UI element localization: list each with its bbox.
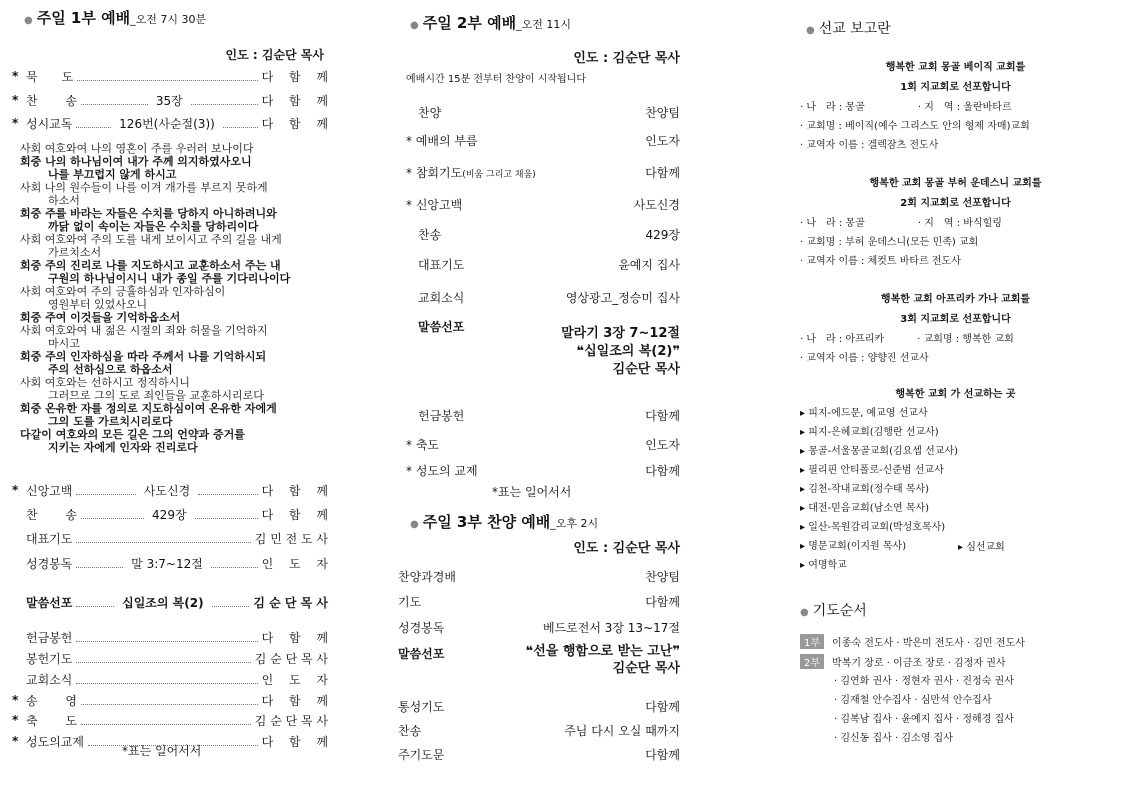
order-item-text: 찬양 <box>418 106 442 120</box>
support-item: ▸ 명문교회(이지원 목사) <box>800 541 907 552</box>
order-item-text: 대표기도 <box>418 258 465 272</box>
prayer-row <box>800 672 1014 687</box>
order-item-label <box>398 619 444 636</box>
dotted-leader <box>76 534 250 543</box>
order-item-person: 다함께 <box>645 748 680 762</box>
order-item-person: 김 순 단 목 사 <box>254 713 328 728</box>
support-item: ▸ 피지-에드문, 예교영 선교사 <box>800 408 928 419</box>
order-item-person: 다 함 께 <box>261 734 328 749</box>
reading-line: 하소서 <box>48 194 80 207</box>
reading-line: 지키는 자에게 인자와 진리로다 <box>48 441 198 454</box>
order-item-label <box>398 746 444 763</box>
leader-line-1: 인도 : 김순단 목사 <box>225 48 324 62</box>
order-item-person: 다함께 <box>645 166 680 180</box>
order-item-detail: 126번(사순절(3)) <box>119 116 215 131</box>
order-item-label <box>406 164 536 181</box>
order-item-label: 성도의교제 <box>26 734 84 749</box>
order-item-label <box>398 568 456 585</box>
order-row <box>12 671 328 687</box>
block-line: · 교역자 이름 : 체컷트 바타르 전도사 <box>800 256 961 267</box>
bullet-icon: ● <box>806 25 815 36</box>
reading-line: 회중 주의 인자하심을 따라 주께서 나를 기억하시되 <box>20 350 267 363</box>
order-item-text: 예배의 부름 <box>415 134 478 148</box>
order-item-person: 윤예지 집사 <box>618 258 680 272</box>
support-item: ▸ 피지-은혜교회(김행란 선교사) <box>800 427 939 438</box>
support-item: ▸ 몽골-서울몽골교회(김요셉 선교사) <box>800 446 959 457</box>
order-row <box>396 196 686 214</box>
order-item-person: 다 함 께 <box>261 483 328 498</box>
order-item-note: (비움 그리고 채움) <box>462 170 536 180</box>
reading-line: 그러므로 그의 도로 죄인들을 교훈하시리로다 <box>48 389 264 402</box>
order-item-label <box>406 196 462 213</box>
order-item-detail: 말 3:7~12절 <box>131 556 203 571</box>
block-line: · 나 라 : 몽골 · 지 역 : 울란바타르 <box>800 102 1012 113</box>
order-item-person: 인 도 자 <box>261 556 329 571</box>
reading-line: 회중 주의 진리로 나를 지도하시고 교훈하소서 주는 내 <box>20 259 281 272</box>
bullet-icon: ● <box>410 20 419 31</box>
order-row <box>396 164 686 182</box>
order-item-text: 주기도문 <box>398 748 445 762</box>
stand-marker: * <box>406 134 416 148</box>
stand-marker: * <box>406 438 416 452</box>
order-row <box>396 104 686 122</box>
order-item-label: 헌금봉헌 <box>26 630 73 645</box>
prayer-row <box>800 654 1006 669</box>
dotted-leader <box>77 72 257 81</box>
dotted-leader <box>212 598 250 607</box>
sermon-block-3 <box>526 643 680 677</box>
order-row <box>396 226 686 244</box>
support-item: ▸ 대전-믿음교회(남소연 목사) <box>800 503 930 514</box>
prayer-names: 이종숙 전도사 · 박은미 전도사 · 김민 전도사 <box>832 638 1025 649</box>
order-item-label <box>418 256 464 273</box>
prayer-names: · 김재철 안수집사 · 심만석 안수집사 <box>834 695 992 706</box>
leader-line-2: 인도 : 김순단 목사 <box>573 51 680 66</box>
order-item-person: 429장 <box>645 228 680 242</box>
bullet-icon: ● <box>410 519 419 530</box>
stand-marker: * <box>12 116 19 130</box>
order-row <box>396 256 686 274</box>
order-row <box>12 115 328 131</box>
prayer-names: · 김복남 집사 · 윤예지 집사 · 정해경 집사 <box>834 714 1014 725</box>
order-row <box>396 289 686 307</box>
order-item-label: 송 영 <box>26 693 77 708</box>
stand-marker: * <box>406 464 416 478</box>
order-row <box>12 594 328 610</box>
order-item-label <box>406 462 478 479</box>
order-row <box>396 436 686 454</box>
dotted-leader <box>76 654 250 663</box>
order-row <box>396 698 686 716</box>
pre-service-note: 예배시간 15분 전부터 찬양이 시작됩니다 <box>406 74 586 85</box>
order-item-person: 김 순 단 목 사 <box>253 595 329 610</box>
sermon-label-2: 말씀선포 <box>418 320 465 334</box>
order-item-text: 찬송 <box>398 724 422 738</box>
block-line: · 교역자 이름 : 겔렉잠츠 전도사 <box>800 140 939 151</box>
order-item-person: 인도자 <box>645 134 680 148</box>
prayer-row <box>800 634 1025 649</box>
mission-title: ● 선교 보고란 <box>806 21 891 37</box>
support-title: 행복한 교회 가 선교하는 곳 <box>895 389 1016 400</box>
order-row <box>396 746 686 764</box>
section-title-1: ● 주일 1부 예배_오전 7시 30분 <box>24 9 207 27</box>
section-title-3: ● 주일 3부 찬양 예배_오후 2시 <box>410 513 599 531</box>
stand-marker: * <box>406 166 416 180</box>
order-row <box>12 629 328 645</box>
order-item-label: 축 도 <box>26 713 77 728</box>
order-item-person: 영상광고_정승미 집사 <box>565 291 680 305</box>
sermon-title-3: ❝선을 행함으로 받는 고난❞ <box>525 644 680 659</box>
order-item-person: 베드로전서 3장 13~17절 <box>542 621 680 635</box>
prayer-names: · 김연화 권사 · 정현자 권사 · 진정숙 권사 <box>834 676 1014 687</box>
order-item-person: 주님 다시 오실 때까지 <box>564 724 680 738</box>
order-item-detail: 35장 <box>155 93 183 108</box>
reading-line: 주의 선하심으로 하옵소서 <box>48 363 173 376</box>
block-heading: 행복한 교회 아프리카 가나 교회를 <box>880 294 1031 305</box>
bullet-icon: ● <box>800 607 809 618</box>
order-item-detail: 사도신경 <box>143 483 191 498</box>
support-item: ▸ 필리핀 안티폴로-신준범 선교사 <box>800 465 944 476</box>
reading-line: 까닭 없이 속이는 자들은 수치를 당하리이다 <box>48 220 259 233</box>
dotted-leader <box>76 486 135 495</box>
order-item-text: 찬양과경배 <box>398 570 456 584</box>
order-row <box>396 619 686 637</box>
sermon-reference: 말라기 3장 7~12절 <box>561 326 680 341</box>
order-item-text: 축도 <box>415 438 440 452</box>
prayer-names: 박복기 장로 · 이금조 장로 · 김정자 권사 <box>832 658 1006 669</box>
order-row <box>12 530 328 546</box>
order-item-label: 교회소식 <box>26 672 73 687</box>
order-item-text: 기도 <box>398 595 422 609</box>
order-item-person: 다 함 께 <box>261 630 328 645</box>
stand-marker: * <box>12 93 19 107</box>
support-extra: ▸ 심선교회 <box>958 542 1005 553</box>
reading-line: 사회 여호와여 주의 도를 내게 보이시고 주의 길을 내게 <box>20 233 282 246</box>
dotted-leader <box>76 559 123 568</box>
block-line: · 교역자 이름 : 양향진 선교사 <box>800 353 929 364</box>
prayer-names: · 김신동 집사 · 김소영 집사 <box>834 733 953 744</box>
order-item-label <box>406 436 439 453</box>
order-item-label: 묵 도 <box>26 69 74 84</box>
stand-note-2: *표는 일어서서 <box>492 485 572 499</box>
order-item-label: 말씀선포 <box>26 595 73 610</box>
dotted-leader <box>81 696 258 705</box>
order-item-person: 인 도 자 <box>261 672 328 687</box>
stand-marker: * <box>12 713 19 727</box>
sermon-speaker: 김순단 목사 <box>612 362 680 377</box>
dotted-leader <box>198 486 257 495</box>
dotted-leader <box>81 96 148 105</box>
sermon-block-2 <box>561 325 680 379</box>
order-item-detail: 429장 <box>152 507 187 522</box>
reading-line: 다같이 여호와의 모든 길은 그의 언약과 증거를 <box>20 428 245 441</box>
order-item-label: 대표기도 <box>26 531 73 546</box>
order-item-person: 김 민 전 도 사 <box>254 531 328 546</box>
order-row <box>12 712 328 728</box>
order-item-detail: 십일조의 복(2) <box>122 595 204 610</box>
responsive-reading <box>20 142 330 454</box>
block-heading: 행복한 교회 몽골 베이직 교회를 <box>885 62 1026 73</box>
dotted-leader <box>76 633 257 642</box>
order-row <box>396 407 686 425</box>
order-item-person: 찬양팀 <box>645 570 680 584</box>
order-row <box>12 482 328 498</box>
reading-line: 그의 도를 가르치시리로다 <box>48 415 173 428</box>
stand-marker: * <box>406 198 416 212</box>
reading-line: 구원의 하나님이시니 내가 종일 주를 기다리나이다 <box>48 272 291 285</box>
prayer-row <box>800 729 953 744</box>
order-item-label <box>418 226 441 243</box>
order-item-person: 다 함 께 <box>261 507 328 522</box>
order-item-label <box>398 593 421 610</box>
reading-line: 회중 나의 하나님이여 내가 주께 의지하였사오니 <box>20 155 252 168</box>
block-line: · 나 라 : 아프리카 · 교회명 : 행복한 교회 <box>800 334 1014 345</box>
dotted-leader <box>211 559 258 568</box>
order-item-person: 다 함 께 <box>261 93 328 108</box>
order-row <box>12 506 328 522</box>
order-row <box>396 722 686 740</box>
order-row <box>396 568 686 586</box>
prayer-title: ● 기도순서 <box>800 603 867 619</box>
reading-line: 사회 여호와는 선하시고 정직하시니 <box>20 376 190 389</box>
prayer-row <box>800 691 992 706</box>
support-item: ▸ 여명학교 <box>800 560 847 571</box>
order-row <box>396 593 686 611</box>
order-item-text: 헌금봉헌 <box>418 409 465 423</box>
reading-line: 사회 나의 원수들이 나를 이겨 개가를 부르지 못하게 <box>20 181 268 194</box>
order-item-text: 신앙고백 <box>415 198 463 212</box>
block-line: · 교회명 : 베이직(예수 그리스도 안의 형제 자매)교회 <box>800 121 1030 132</box>
block-line: · 교회명 : 부허 운데스니(모든 민족) 교회 <box>800 237 979 248</box>
prayer-row <box>800 710 1014 725</box>
reading-line: 나를 부끄럽지 않게 하시고 <box>48 168 177 181</box>
reading-line: 가르치소서 <box>48 246 102 259</box>
dotted-leader <box>223 119 258 128</box>
dotted-leader <box>76 598 114 607</box>
stand-marker: * <box>12 734 19 748</box>
order-item-label <box>418 407 464 424</box>
order-item-label: 신앙고백 <box>26 483 73 498</box>
order-item-person: 다함께 <box>645 409 680 423</box>
bullet-icon: ● <box>24 15 33 26</box>
order-item-label: 찬 송 <box>26 93 77 108</box>
block-heading: 행복한 교회 몽골 부허 운데스니 교회를 <box>869 178 1042 189</box>
stand-marker: * <box>12 483 19 497</box>
order-item-text: 통성기도 <box>398 700 445 714</box>
order-row <box>12 692 328 708</box>
order-item-person: 찬양팀 <box>645 106 680 120</box>
order-item-person: 사도신경 <box>633 198 680 212</box>
block-subheading: 3회 지교회로 선포합니다 <box>900 314 1011 325</box>
block-subheading: 1회 지교회로 선포합니다 <box>900 82 1011 93</box>
block-line: · 나 라 : 몽골 · 지 역 : 바식힐링 <box>800 218 1002 229</box>
order-item-label <box>418 289 464 306</box>
order-item-person: 다함께 <box>645 464 680 478</box>
order-row <box>12 555 328 571</box>
dotted-leader <box>76 675 257 684</box>
order-item-text: 교회소식 <box>418 291 465 305</box>
prayer-tag: 2부 <box>800 654 824 669</box>
order-item-person: 인도자 <box>645 438 680 452</box>
section-title-2: ● 주일 2부 예배_오전 11시 <box>410 14 571 32</box>
order-row <box>12 92 328 108</box>
stand-note-1: *표는 일어서서 <box>122 744 202 758</box>
order-item-label: 봉헌기도 <box>26 651 73 666</box>
order-item-text: 찬송 <box>418 228 442 242</box>
sermon-speaker-3: 김순단 목사 <box>612 661 680 676</box>
reading-line: 회중 온유한 자를 정의로 지도하심이여 온유한 자에게 <box>20 402 277 415</box>
order-item-label <box>406 132 478 149</box>
reading-line: 마시고 <box>48 337 80 350</box>
order-item-text: 성도의 교제 <box>415 464 478 478</box>
order-item-person: 다함께 <box>645 700 680 714</box>
reading-line: 사회 여호와여 주의 긍휼하심과 인자하심이 <box>20 285 226 298</box>
order-item-person: 다 함 께 <box>261 69 328 84</box>
support-item: ▸ 일산-목원감리교회(박성호목사) <box>800 522 946 533</box>
stand-marker: * <box>12 69 19 83</box>
dotted-leader <box>76 119 111 128</box>
order-item-label <box>398 722 421 739</box>
prayer-tag: 1부 <box>800 634 824 649</box>
order-item-person: 다함께 <box>645 595 680 609</box>
order-item-person: 다 함 께 <box>261 693 328 708</box>
order-item-label: 찬 송 <box>26 507 77 522</box>
order-row <box>396 462 686 480</box>
order-item-label: 성시교독 <box>26 116 73 131</box>
sermon-label-3: 말씀선포 <box>398 647 445 661</box>
block-subheading: 2회 지교회로 선포합니다 <box>900 198 1011 209</box>
reading-line: 영원부터 있었사오니 <box>48 298 148 311</box>
dotted-leader <box>81 716 251 725</box>
sermon-title: ❝십일조의 복(2)❞ <box>576 344 680 359</box>
order-item-label <box>398 698 444 715</box>
order-item-person: 다 함 께 <box>261 116 329 131</box>
dotted-leader <box>191 96 258 105</box>
reading-line: 회중 주여 이것들을 기억하옵소서 <box>20 311 181 324</box>
order-item-label: 성경봉독 <box>26 556 73 571</box>
support-item: ▸ 김천-작내교회(정수태 목사) <box>800 484 930 495</box>
leader-line-3: 인도 : 김순단 목사 <box>573 541 680 556</box>
reading-line: 사회 여호와여 나의 영혼이 주를 우러러 보나이다 <box>20 142 254 155</box>
order-item-label <box>418 104 441 121</box>
dotted-leader <box>195 510 258 519</box>
order-row <box>396 132 686 150</box>
stand-marker: * <box>12 693 19 707</box>
order-item-person: 김 순 단 목 사 <box>254 651 328 666</box>
reading-line: 사회 여호와여 내 젊은 시절의 죄와 허물을 기억하지 <box>20 324 268 337</box>
order-row <box>12 650 328 666</box>
reading-line: 회중 주를 바라는 자들은 수치를 당하지 아니하려니와 <box>20 207 277 220</box>
order-row <box>12 68 328 84</box>
order-item-text: 성경봉독 <box>398 621 445 635</box>
order-item-text: 참회기도 <box>415 166 463 180</box>
dotted-leader <box>81 510 144 519</box>
